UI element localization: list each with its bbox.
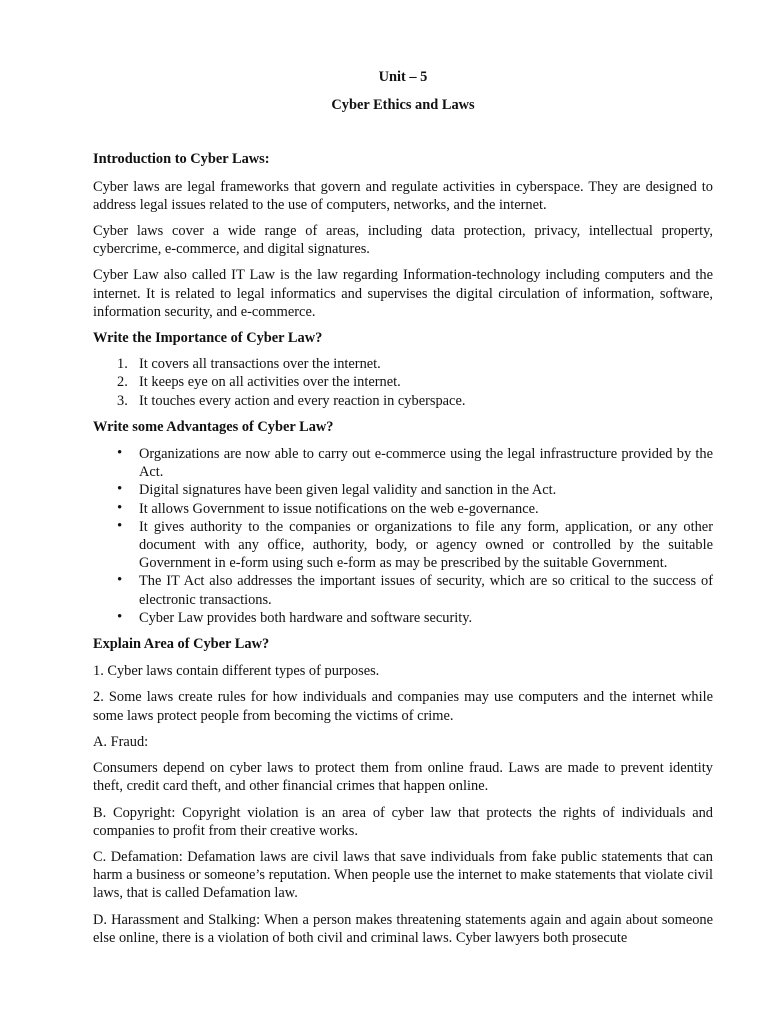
area-paragraph: 1. Cyber laws contain different types of purposes. [93,663,380,680]
list-item [93,445,713,481]
list-number: 2. [117,374,128,391]
area-paragraph: Consumers depend on cyber laws to protect them from online fraud. Laws are made to prevent identity theft, credit card theft, and other financial crimes that happen online. [93,760,713,795]
bullet-icon: • [117,517,123,534]
list-item [93,572,713,608]
intro-paragraph: Cyber Law also called IT Law is the law regarding Information-technology including computers and the internet. It is related to legal informatics and supervises the digital circulation of information, software, information security, and e-commerce. [93,267,713,320]
area-paragraph: C. Defamation: Defamation laws are civil laws that save individuals from fake public statements that can harm a business or someone’s reputation. When people use the internet to make statements that violate civil laws, that is called Defamation law. [93,848,713,902]
bullet-icon: • [117,572,123,589]
area-heading: Explain Area of Cyber Law? [93,636,270,653]
list-item-text: It gives authority to the companies or organizations to file any form, application, or any other document with any office, authority, body, or agency owned or controlled by the suitable Government in e-form using such e-form as may be prescribed by the suitable Government. [139,518,713,572]
list-item [93,481,713,499]
list-item-text: Cyber Law provides both hardware and software security. [139,609,473,626]
list-item [93,355,713,373]
advantages-heading: Write some Advantages of Cyber Law? [93,418,334,435]
list-item-text: It keeps eye on all activities over the internet. [139,374,401,391]
unit-heading: Unit – 5 [378,69,428,85]
list-item [93,373,713,391]
bullet-icon: • [117,608,123,625]
list-item [93,392,713,410]
importance-heading: Write the Importance of Cyber Law? [93,330,323,347]
area-paragraph: D. Harassment and Stalking: When a person makes threatening statements again and again about someone else online, there is a violation of both civil and criminal laws. Cyber lawyers both prosecute [93,911,713,946]
list-item-text: It allows Government to issue notifications on the web e-governance. [139,500,539,517]
list-number: 3. [117,392,128,409]
list-item-text: It covers all transactions over the internet. [139,356,381,373]
intro-paragraph: Cyber laws cover a wide range of areas, including data protection, privacy, intellectual property, cybercrime, e-commerce, and digital signatures. [93,223,713,258]
bullet-icon: • [117,481,123,498]
importance-list [93,355,713,410]
advantages-list [93,445,713,627]
intro-paragraph: Cyber laws are legal frameworks that govern and regulate activities in cyberspace. They are designed to address legal issues related to the use of computers, networks, and the internet. [93,178,713,213]
document-page [93,66,713,947]
bullet-icon: • [117,499,123,516]
area-paragraph: A. Fraud: [93,733,149,750]
list-item [93,609,713,627]
intro-heading: Introduction to Cyber Laws: [93,151,270,168]
list-number: 1. [117,356,128,373]
list-item-text: The IT Act also addresses the important issues of security, which are so critical to the success of electronic transactions. [139,573,713,608]
list-item [93,500,713,518]
list-item-text: Organizations are now able to carry out e-commerce using the legal infrastructure provided by the Act. [139,446,713,481]
area-paragraph: 2. Some laws create rules for how individuals and companies may use computers and the internet while some laws protect people from becoming the victims of crime. [93,689,713,724]
list-item-text: It touches every action and every reaction in cyberspace. [139,392,466,409]
list-item-text: Digital signatures have been given legal validity and sanction in the Act. [139,482,557,499]
list-item [93,518,713,573]
page-title: Cyber Ethics and Laws [331,97,475,114]
area-paragraph: B. Copyright: Copyright violation is an area of cyber law that protects the rights of individuals and companies to profit from their creative works. [93,804,713,839]
bullet-icon: • [117,445,123,462]
